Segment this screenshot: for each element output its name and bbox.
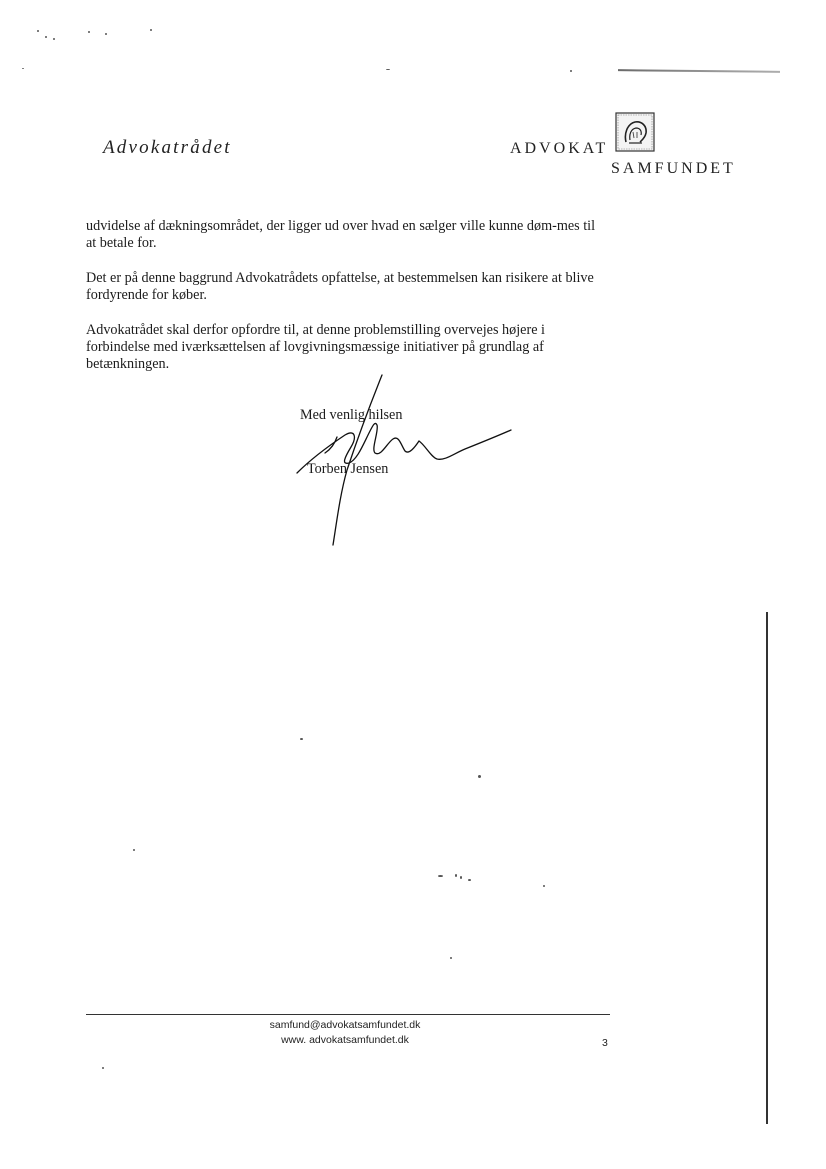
handwritten-signature-icon [285, 345, 525, 560]
scan-speck [478, 775, 481, 778]
footer-email: samfund@advokatsamfundet.dk [269, 1019, 421, 1031]
scan-speck [460, 876, 462, 879]
scan-speck [53, 38, 55, 40]
scan-speck [438, 875, 443, 877]
logo-wordmark-samfundet: SAMFUNDET [611, 160, 736, 177]
body-paragraph: udvidelse af dækningsområdet, der ligger ud over hvad en sælger ville kunne døm-mes til at betale for. [86, 218, 596, 251]
scan-speck [45, 36, 47, 38]
scan-speck [150, 29, 152, 31]
scan-speck [300, 738, 303, 740]
scan-speck [37, 30, 39, 32]
body-paragraph: Advokatrådet skal derfor opfordre til, at denne problemstilling overvejes højere i forbindelse med iværksættelsen af lovgivningsmæssige initiativer på grundlag af betænkningen. [86, 322, 545, 372]
letterhead-title: Advokatrådet [103, 137, 232, 158]
scan-speck [88, 31, 90, 33]
footer-website: www. advokatsamfundet.dk [281, 1034, 409, 1046]
scan-speck [102, 1067, 104, 1069]
signer-name: Torben Jensen [307, 461, 389, 477]
page-number: 3 [602, 1037, 608, 1049]
logo-wordmark-advokat: ADVOKAT [510, 140, 609, 157]
scan-speck [570, 70, 572, 72]
scan-speck [105, 33, 107, 35]
scan-edge-line [766, 612, 768, 1124]
closing-salutation: Med venlig hilsen [300, 407, 403, 423]
body-paragraph: Det er på denne baggrund Advokatrådets opfattelse, at bestemmelsen kan risikere at blive fordyrende for køber. [86, 270, 594, 303]
scan-speck [450, 957, 452, 959]
advokatsamfundet-emblem-icon [615, 112, 655, 152]
scan-edge-line [618, 69, 780, 73]
scan-speck [455, 874, 457, 877]
scan-speck [386, 69, 390, 70]
scan-speck [22, 68, 24, 69]
scan-speck [133, 849, 135, 851]
footer-divider [86, 1014, 610, 1015]
scan-speck [543, 885, 545, 887]
scan-speck [468, 879, 471, 881]
